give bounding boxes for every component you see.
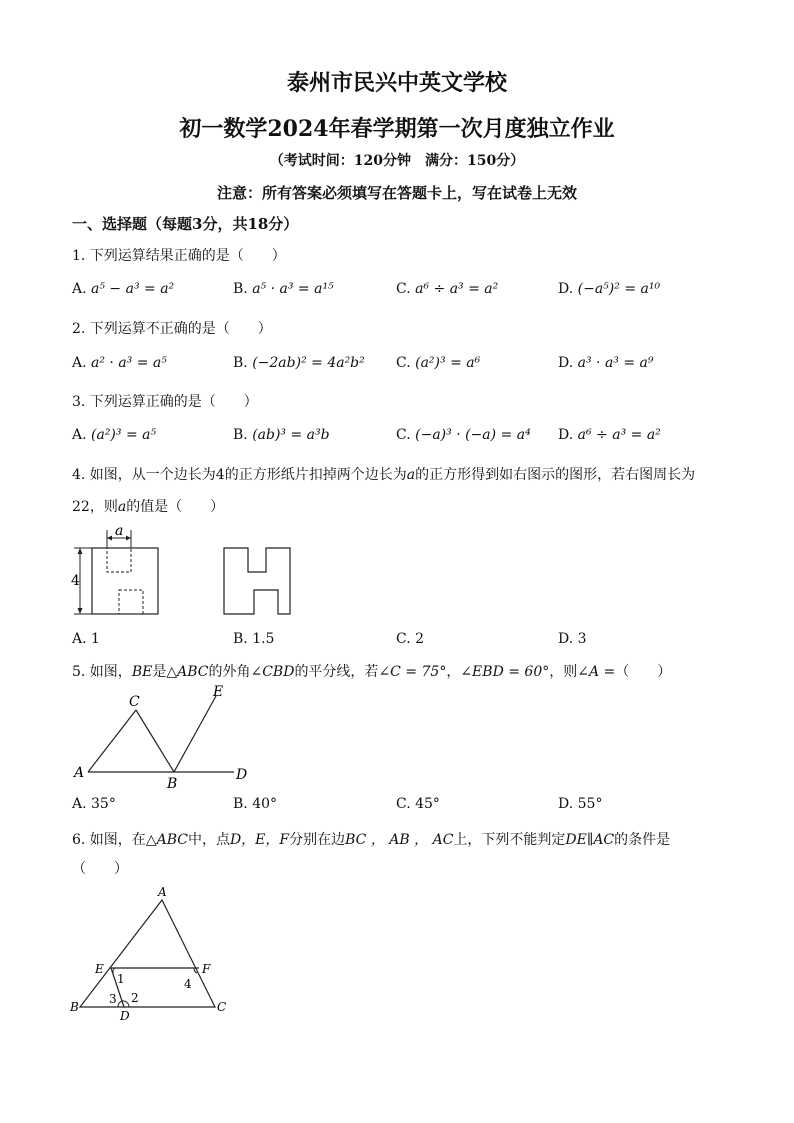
school-name: 泰州市民兴中英文学校 xyxy=(286,70,507,96)
q3-c-expr: (−a)³ · (−a) = a⁴ xyxy=(415,427,531,443)
q4-h-shape xyxy=(224,548,290,614)
q6-math: △ABC xyxy=(145,832,188,848)
q6-label-f: F xyxy=(202,962,211,976)
q3-a-expr: (a²)³ = a⁵ xyxy=(91,427,157,443)
q6-label-d: D xyxy=(120,1009,130,1023)
q4-cut-bottom xyxy=(119,590,143,614)
q4-arrow xyxy=(78,548,83,554)
q3-option-c xyxy=(396,427,531,443)
q6-angle-label-2: 2 xyxy=(131,991,139,1005)
q2-option-b xyxy=(233,355,365,371)
q1-d-expr: (−a⁵)² = a¹⁰ xyxy=(577,281,661,297)
q2-option-d xyxy=(558,355,654,371)
option-letter: A. xyxy=(72,427,87,443)
q5-math: BE xyxy=(131,664,153,680)
q6-angle-arc xyxy=(113,968,115,973)
q5-text-part: ，则 xyxy=(549,664,578,680)
question-4-stem-line1 xyxy=(72,464,695,484)
q6-text-part: 6. 如图，在 xyxy=(72,832,146,848)
q1-option-b xyxy=(233,281,334,297)
q6-math: DE∥AC xyxy=(565,832,615,848)
q5-math: △ABC xyxy=(166,664,209,680)
q5-text-part: （ ） xyxy=(615,664,672,680)
q6-figure xyxy=(62,880,242,1025)
option-letter: C. xyxy=(396,281,411,297)
q1-a-expr: a⁵ − a³ = a² xyxy=(91,281,175,297)
q5-text-part: 是 xyxy=(152,664,167,680)
q1-option-d xyxy=(558,281,660,297)
q4-arrow xyxy=(107,536,112,541)
q3-option-d xyxy=(558,427,661,443)
q5-label-d: D xyxy=(236,767,248,783)
question-1-stem: 1. 下列运算结果正确的是（ ） xyxy=(72,248,286,264)
q6-math: BC ， AB ， AC xyxy=(345,832,454,848)
question-6-stem-line2: （ ） xyxy=(72,861,128,877)
q5-text-part: 5. 如图， xyxy=(72,664,132,680)
q6-label-b: B xyxy=(70,1000,79,1014)
q5-label-a: A xyxy=(74,765,85,781)
q6-text-part: 的条件是 xyxy=(614,832,671,848)
q4-text-part: 22，则 xyxy=(72,499,118,515)
q3-b-expr: (ab)³ = a³b xyxy=(252,427,330,443)
q1-b-expr: a⁵ · a³ = a¹⁵ xyxy=(252,281,334,297)
option-letter: D. xyxy=(558,281,574,297)
q4-text-part: 的值是（ ） xyxy=(126,499,225,515)
q6-text-part: 上，下列不能判定 xyxy=(453,832,566,848)
option-letter: C. xyxy=(396,355,411,371)
q6-label-c: C xyxy=(217,1000,227,1014)
q6-label-a: A xyxy=(158,885,167,899)
q4-option-b: B. 1.5 xyxy=(233,631,275,647)
q5-line-cb xyxy=(136,710,174,772)
q5-math: ∠CBD xyxy=(250,664,295,680)
q4-option-d: D. 3 xyxy=(558,631,587,647)
q5-figure xyxy=(66,680,266,795)
option-letter: B. xyxy=(233,281,248,297)
question-6-stem xyxy=(72,829,670,849)
q1-option-c xyxy=(396,281,498,297)
question-4-stem-line2 xyxy=(72,496,224,516)
q4-label-4: 4 xyxy=(71,573,80,589)
q5-line-be xyxy=(174,696,216,772)
q2-option-a xyxy=(72,355,167,371)
q5-math: ∠C = 75° xyxy=(378,664,447,680)
q4-arrow xyxy=(126,536,131,541)
q4-option-a: A. 1 xyxy=(72,631,100,647)
q5-text-part: ， xyxy=(446,664,461,680)
q5-label-c: C xyxy=(129,694,140,710)
q2-c-expr: (a²)³ = a⁶ xyxy=(415,355,481,371)
option-letter: A. xyxy=(72,355,87,371)
q4-var: a xyxy=(406,467,416,483)
q4-figure xyxy=(66,522,306,622)
q4-label-a: a xyxy=(115,523,124,539)
q5-option-d: D. 55° xyxy=(558,796,603,812)
q2-d-expr: a³ · a³ = a⁹ xyxy=(577,355,654,371)
q4-arrow xyxy=(78,608,83,614)
q6-math: D，E，F xyxy=(229,832,290,848)
q5-math: ∠A = xyxy=(577,664,616,680)
q2-a-expr: a² · a³ = a⁵ xyxy=(91,355,167,371)
option-letter: B. xyxy=(233,355,248,371)
exam-info: （考试时间：120分钟 满分：150分） xyxy=(269,153,525,169)
q1-option-a xyxy=(72,281,174,297)
q2-b-expr: (−2ab)² = 4a²b² xyxy=(252,355,365,371)
q6-triangle xyxy=(80,900,215,1007)
option-letter: D. xyxy=(558,427,574,443)
q4-cut-top xyxy=(107,548,131,572)
question-2-stem: 2. 下列运算不正确的是（ ） xyxy=(72,321,272,337)
q6-label-e: E xyxy=(95,962,104,976)
q3-option-a xyxy=(72,427,156,443)
exam-title: 初一数学2024年春学期第一次月度独立作业 xyxy=(179,116,615,142)
q6-angle-label-4: 4 xyxy=(184,977,192,991)
q4-text-part: 的正方形得到如右图示的图形，若右图周长为 xyxy=(415,467,696,483)
q6-angle-label-3: 3 xyxy=(109,992,117,1006)
q6-text-part: 分别在边 xyxy=(289,832,346,848)
q2-option-c xyxy=(396,355,480,371)
question-5-stem xyxy=(72,661,671,681)
q5-label-e: E xyxy=(213,684,224,700)
option-letter: C. xyxy=(396,427,411,443)
q4-square xyxy=(92,548,158,614)
option-letter: B. xyxy=(233,427,248,443)
q4-text-part: 4. 如图，从一个边长为4的正方形纸片扣掉两个边长为 xyxy=(72,467,407,483)
q5-option-b: B. 40° xyxy=(233,796,278,812)
q6-angle-arc xyxy=(118,1001,122,1007)
question-3-stem: 3. 下列运算正确的是（ ） xyxy=(72,394,258,410)
option-letter: A. xyxy=(72,281,87,297)
q5-line-ac xyxy=(88,710,136,772)
q5-option-a: A. 35° xyxy=(72,796,116,812)
q3-option-b xyxy=(233,427,330,443)
exam-notice: 注意：所有答案必须填写在答题卡上，写在试卷上无效 xyxy=(216,184,577,202)
q5-label-b: B xyxy=(167,776,178,792)
q5-text-part: 的外角 xyxy=(208,664,251,680)
q3-d-expr: a⁶ ÷ a³ = a² xyxy=(577,427,661,443)
q4-option-c: C. 2 xyxy=(396,631,425,647)
q6-angle-label-1: 1 xyxy=(117,972,125,986)
q5-option-c: C. 45° xyxy=(396,796,440,812)
option-letter: D. xyxy=(558,355,574,371)
section-title: 一、选择题（每题3分，共18分） xyxy=(72,215,299,233)
q5-math: ∠EBD = 60° xyxy=(460,664,550,680)
q4-var: a xyxy=(117,499,127,515)
q5-text-part: 的平分线，若 xyxy=(294,664,379,680)
q1-c-expr: a⁶ ÷ a³ = a² xyxy=(415,281,499,297)
q6-text-part: 中，点 xyxy=(187,832,230,848)
